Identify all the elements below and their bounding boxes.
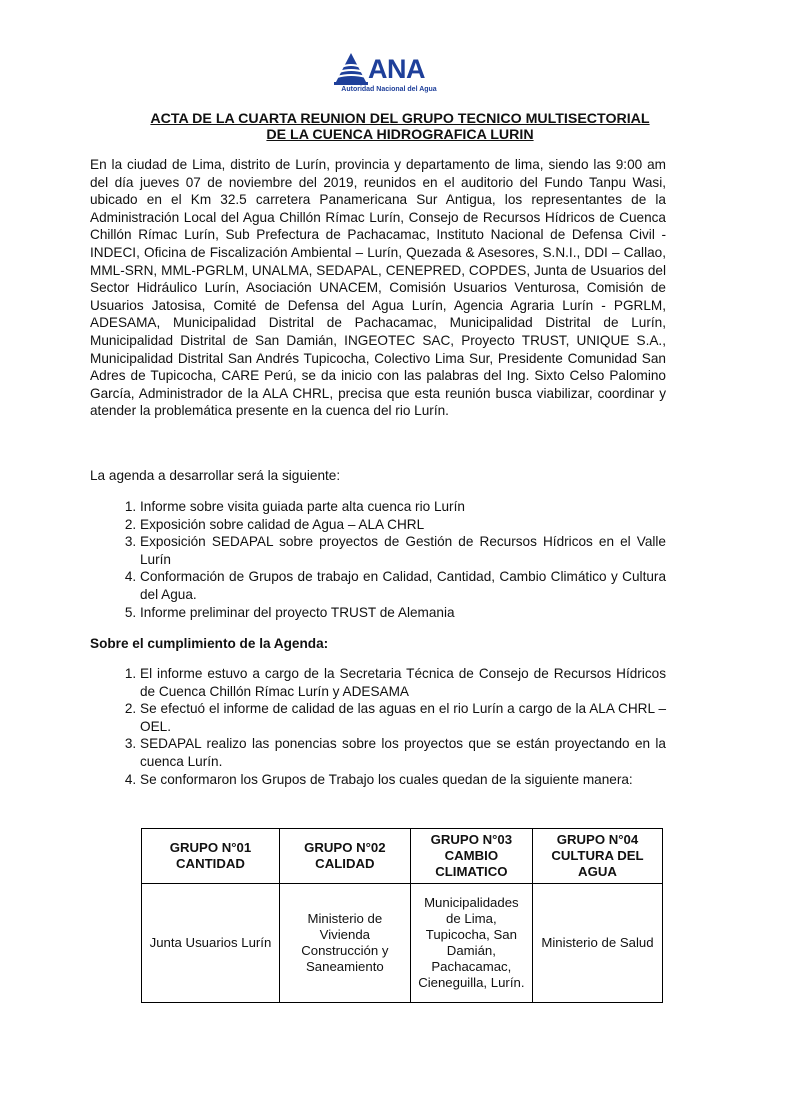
table-header: GRUPO N°01 CANTIDAD (142, 829, 280, 884)
table-header: GRUPO N°03 CAMBIO CLIMATICO (410, 829, 532, 884)
logo-name: ANA (368, 54, 425, 84)
cumplimiento-item: 1. El informe estuvo a cargo de la Secretaria Técnica de Consejo de Recursos Hídricos de Cuenca Chillón Rímac Lurín y ADESAMA (140, 665, 666, 700)
agenda-item: 5. Informe preliminar del proyecto TRUST de Alemania (140, 604, 666, 622)
table-row (142, 884, 663, 1003)
table-cell: Ministerio de Salud (532, 884, 662, 1003)
table-header: GRUPO N°04 CULTURA DEL AGUA (532, 829, 662, 884)
document-title (60, 111, 740, 143)
cumplimiento-heading: Sobre el cumplimiento de la Agenda: (90, 636, 329, 651)
table-header: GRUPO N°02 CALIDAD (279, 829, 410, 884)
table-cell: Municipalidades de Lima, Tupicocha, San Damián, Pachacamac, Cieneguilla, Lurín. (410, 884, 532, 1003)
table-cell: Ministerio de Vivienda Construcción y Saneamiento (279, 884, 410, 1003)
ana-wave-icon (331, 52, 371, 86)
title-line-2: DE LA CUENCA HIDROGRAFICA LURIN (266, 127, 534, 143)
cumplimiento-list (90, 665, 666, 788)
agenda-item: 1. Informe sobre visita guiada parte alta cuenca rio Lurín (140, 498, 666, 516)
intro-paragraph: En la ciudad de Lima, distrito de Lurín, provincia y departamento de lima, siendo las 9:00 am del día jueves 07 de noviembre del 2019, reunidos en el auditorio del Fundo Tanpu Wasi, ubicado en el Km 32.5 carretera Panamericana Sur Antigua, los representantes de la Administración Local del Agua Chillón Rímac Lurín, Consejo de Recursos Hídricos de Cuenca Chillón Rímac Lurín, Sub Prefectura de Pachacamac, Instituto Nacional de Defensa Civil - INDECI, Oficina de Fiscalización Ambiental – Lurín, Quezada & Asesores, S.N.I., DDI – Callao, MML-SRN, MML-PGRLM, UNALMA, SEDAPAL, CENEPRED, COPDES, Junta de Usuarios del Sector Hidráulico Lurín, Asociación UNACEM, Comisión Usuarios Venturosa, Comisión de Usuarios Jatosisa, Comité de Defensa del Agua Lurín, Agencia Agraria Lurín - PGRLM, ADESAMA, Municipalidad Distrital de Pachacamac, Municipalidad Distrital de Lurín, Municipalidad Distrital de San Damián, INGEOTEC SAC, Proyecto TRUST, UNIQUE S.A., Municipalidad Distrital San Andrés Tupicocha, Colectivo Lima Sur, Presidente Comunidad San Adres de Tupicocha, CARE Perú, se da inicio con las palabras del Ing. Sixto Celso Palomino García, Administrador de la ALA CHRL, precisa que esta reunión busca viabilizar, coordinar y atender la problemática presente en la cuenca del rio Lurín. (90, 157, 666, 419)
table-cell: Junta Usuarios Lurín (142, 884, 280, 1003)
cumplimiento-item: 3. SEDAPAL realizo las ponencias sobre los proyectos que se están proyectando en la cuenca Lurín. (140, 735, 666, 770)
cumplimiento-item: 4. Se conformaron los Grupos de Trabajo los cuales quedan de la siguiente manera: (140, 771, 666, 789)
title-line-1: ACTA DE LA CUARTA REUNION DEL GRUPO TECNICO MULTISECTORIAL (150, 111, 650, 127)
logo-subtitle: Autoridad Nacional del Agua (341, 86, 437, 93)
agenda-item: 3. Exposición SEDAPAL sobre proyectos de Gestión de Recursos Hídricos en el Valle Lurín (140, 533, 666, 568)
ana-logo (331, 52, 441, 98)
cumplimiento-item: 2. Se efectuó el informe de calidad de las aguas en el rio Lurín a cargo de la ALA CHRL – OEL. (140, 700, 666, 735)
agenda-item: 4. Conformación de Grupos de trabajo en Calidad, Cantidad, Cambio Climático y Cultura del Agua. (140, 568, 666, 603)
agenda-item: 2. Exposición sobre calidad de Agua – ALA CHRL (140, 516, 666, 534)
table-header-row (142, 829, 663, 884)
agenda-intro: La agenda a desarrollar será la siguiente: (90, 468, 341, 483)
groups-table (141, 828, 663, 1003)
agenda-list (90, 498, 666, 621)
